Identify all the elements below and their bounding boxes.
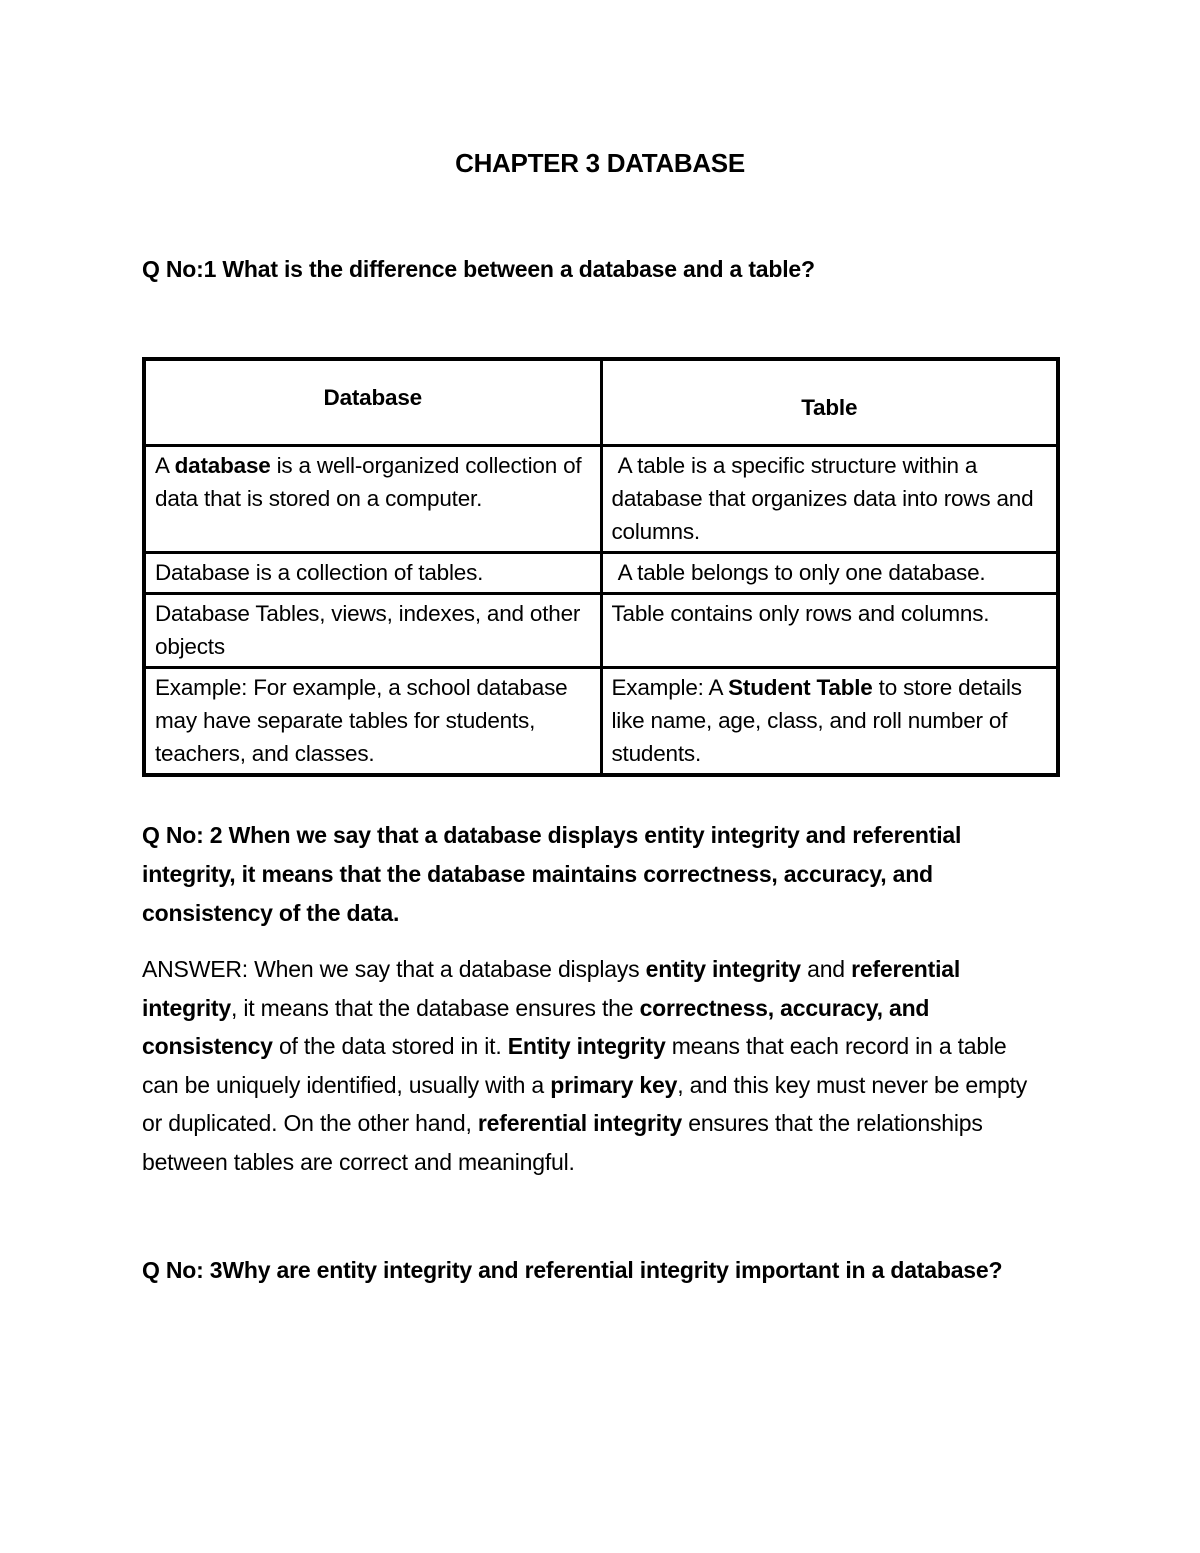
question-1: Q No:1 What is the difference between a database and a table? bbox=[142, 256, 815, 282]
cell-bold-text: Student Table bbox=[728, 675, 873, 700]
cell-text: to store details like name, age, class, and roll number of students. bbox=[611, 675, 1022, 766]
answer-text: , it means that the database ensures the bbox=[230, 994, 640, 1021]
table-header-row bbox=[144, 359, 1058, 446]
table-cell bbox=[601, 668, 1058, 776]
header-table: Table bbox=[601, 359, 1058, 446]
cell-text: is a well-organized collection of data that is stored on a computer. bbox=[155, 453, 582, 511]
cell-bold-text: database bbox=[174, 453, 271, 478]
answer-bold-text: referential integrity bbox=[477, 1110, 683, 1136]
table-cell: A table belongs to only one database. bbox=[601, 553, 1058, 594]
answer-text: of the data stored in it. bbox=[272, 1033, 508, 1059]
table-row bbox=[144, 668, 1058, 776]
header-database: Database bbox=[144, 359, 601, 446]
question-2: Q No: 2 When we say that a database displays entity integrity and referential integrity, it means that the database maintains correctness, accuracy, and consistency of the data. bbox=[142, 822, 962, 926]
answer-text: means that each record in a table can be uniquely identified, usually with a bbox=[142, 1033, 1007, 1098]
chapter-title: CHAPTER 3 DATABASE bbox=[455, 148, 745, 178]
cell-text: A bbox=[155, 453, 175, 478]
answer-bold-text: correctness, accuracy, and consistency bbox=[142, 994, 930, 1059]
cell-text: Example: A bbox=[611, 675, 729, 700]
table-row bbox=[144, 553, 1058, 594]
table-cell: A table is a specific structure within a database that organizes data into rows and columns. bbox=[601, 446, 1058, 553]
comparison-table bbox=[142, 357, 1060, 777]
answer-text: ANSWER: When we say that a database displays bbox=[142, 956, 646, 982]
table-row bbox=[144, 594, 1058, 668]
answer-text: ensures that the relationships between tables are correct and meaningful. bbox=[142, 1110, 983, 1175]
table-cell: Database is a collection of tables. bbox=[144, 553, 601, 594]
table-cell bbox=[144, 446, 601, 553]
answer-text: and bbox=[800, 956, 852, 982]
table-row bbox=[144, 446, 1058, 553]
answer-bold-text: primary key bbox=[550, 1071, 678, 1098]
table-cell: Example: For example, a school database may have separate tables for students, teachers, and classes. bbox=[144, 668, 601, 776]
answer-bold-text: referential integrity bbox=[142, 956, 961, 1021]
table-cell: Database Tables, views, indexes, and other objects bbox=[144, 594, 601, 668]
answer-bold-text: entity integrity bbox=[645, 956, 801, 982]
answer-text: , and this key must never be empty or duplicated. On the other hand, bbox=[142, 1071, 1028, 1136]
answer-paragraph bbox=[142, 950, 1042, 1181]
answer-bold-text: Entity integrity bbox=[507, 1033, 666, 1059]
table-cell: Table contains only rows and columns. bbox=[601, 594, 1058, 668]
question-3: Q No: 3Why are entity integrity and referential integrity important in a database? bbox=[142, 1257, 1003, 1283]
